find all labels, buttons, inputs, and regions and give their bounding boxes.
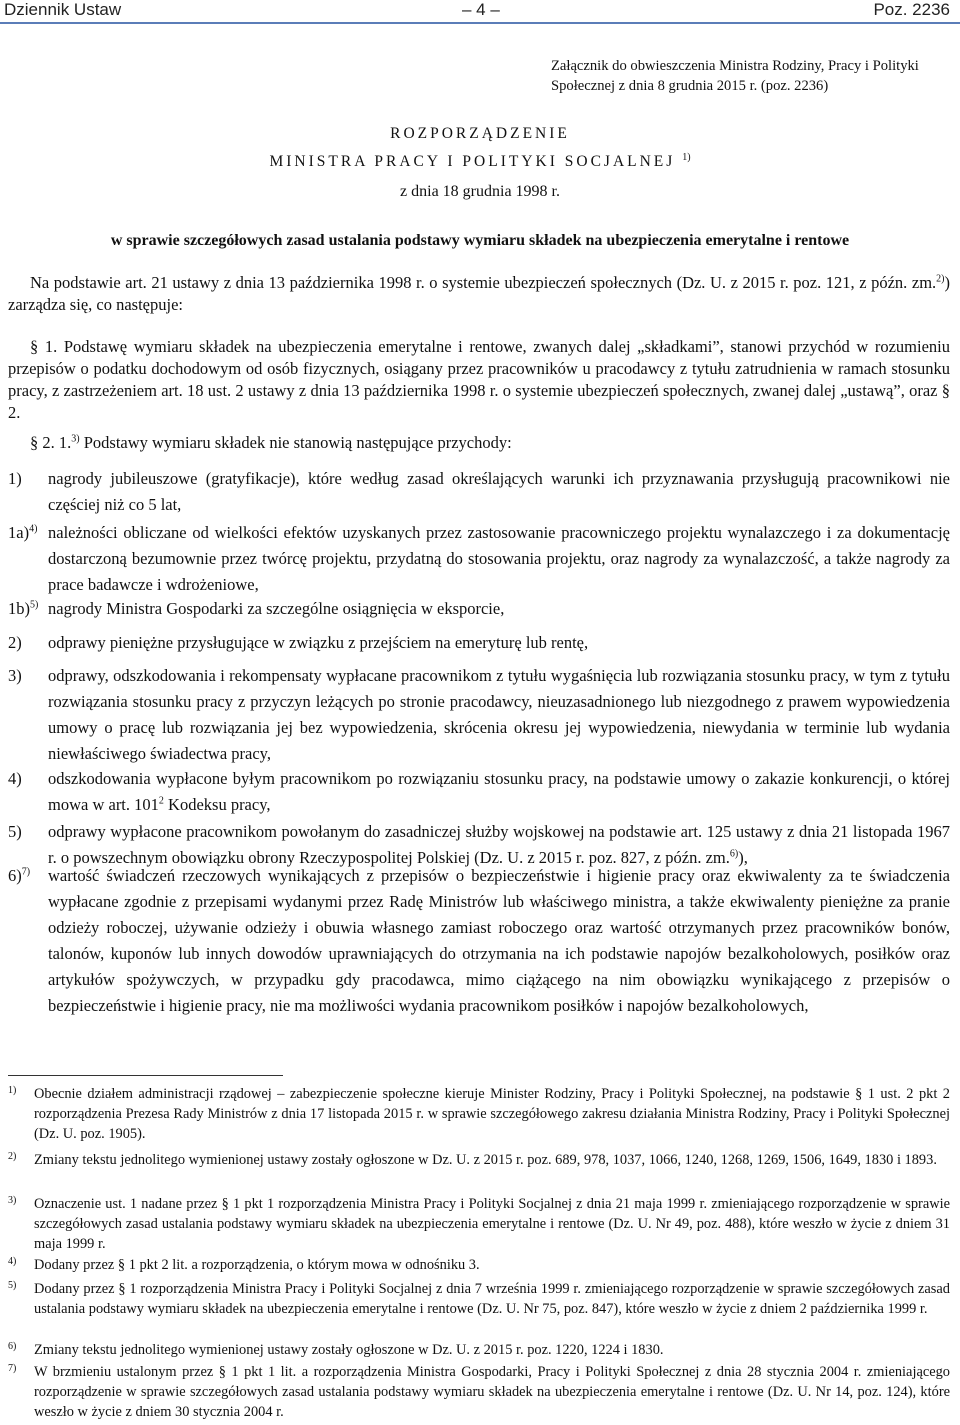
- item-text: odprawy wypłacone pracownikom powołanym do zasadniczej służby wojskowej na podstawie art. 125 ustawy z dnia 21 listopada 1967 r. o powszechnym obowiązku obrony Rzeczypospolitej Polskiej (Dz. U. z 2015 r. poz. 827, z późn. zm.$^{6)}$),: [48, 822, 950, 867]
- section-2-intro: § 2. 1.$^{3)}$ Podstawy wymiaru składek nie stanowią następujące przychody:: [30, 433, 512, 452]
- section-label: § 1.: [30, 337, 58, 356]
- footnote-number: 5): [8, 1280, 17, 1291]
- footnote-number: 6): [8, 1341, 17, 1352]
- item-number: 4): [8, 769, 22, 788]
- document-subject: w sprawie szczegółowych zasad ustalania podstawy wymiaru składek na ubezpieczenia emerytalne i rentowe: [110, 232, 850, 249]
- header-rule: [0, 22, 960, 24]
- list-item: [8, 596, 950, 622]
- footnote-text: Zmiany tekstu jednolitego wymienionej ustawy zostały ogłoszone w Dz. U. z 2015 r. poz. 689, 978, 1037, 1066, 1240, 1268, 1269, 1506, 1649, 1830 i 1893.: [34, 1152, 937, 1168]
- footnote-text: Oznaczenie ust. 1 nadane przez § 1 pkt 1 rozporządzenia Ministra Pracy i Polityki Socjalnej z dnia 21 maja 1999 r. zmieniającego rozporządzenie w sprawie szczegółowych zasad ustalania podstawy wymiaru składek na ubezpieczenia emerytalne i rentowe (Dz. U. Nr 49, poz. 488), które weszło w życie z dniem 31 maja 1999 r.: [34, 1196, 950, 1252]
- item-number: 1b)$^{5)}$: [8, 599, 39, 618]
- footnote-number: 3): [8, 1195, 17, 1206]
- footnote: [8, 1362, 950, 1422]
- item-number: 5): [8, 822, 22, 841]
- list-item: [8, 630, 950, 656]
- footnote-text: Obecnie działem administracji rządowej – zabezpieczenie społeczne kieruje Minister Rodziny, Pracy i Polityki Społecznej, na podstawie § 1 ust. 2 pkt 2 rozporządzenia Prezesa Rady Ministrów z dnia 17 listopada 2015 r. w sprawie szczegółowego zakresu działania Ministra Rodziny, Pracy i Polityki Społecznej (Dz. U. poz. 1905).: [34, 1086, 950, 1142]
- footnote-number: 2): [8, 1151, 17, 1162]
- footnote-text: Dodany przez § 1 pkt 2 lit. a rozporządzenia, o którym mowa w odnośniku 3.: [34, 1257, 480, 1273]
- footnote: [8, 1150, 950, 1170]
- list-item: [8, 466, 950, 518]
- footnote: [8, 1194, 950, 1254]
- footnote-separator: [8, 1075, 283, 1076]
- item-number: 1): [8, 469, 22, 488]
- list-item: [8, 663, 950, 767]
- item-text: odszkodowania wypłacone byłym pracownikom po rozwiązaniu stosunku pracy, na podstawie umowy o zakazie konkurencji, o której mowa w art. $101^2$ Kodeksu pracy,: [48, 769, 950, 814]
- footnote: [8, 1255, 950, 1275]
- item-text: należności obliczane od wielkości efektów uzyskanych przez zastosowanie pracowniczego projektu wynalazczego i za dokumentację dostarczoną bezumownie przez twórcę projektu, przydatną do stosowania projektu, oraz nagrody za wynalazczość, a także nagrody za prace badawcze i wdrożeniowe,: [48, 523, 950, 594]
- item-number: 6)$^{7)}$: [8, 866, 31, 885]
- issuing-authority: MINISTRA PRACY I POLITYKI SOCJALNEJ $^{1)}$: [269, 152, 691, 171]
- item-number: 1a)$^{4)}$: [8, 523, 38, 542]
- item-text: wartość świadczeń rzeczowych wynikających z przepisów o bezpieczeństwie i higienie pracy oraz ekwiwalenty za te świadczenia wypłacane zgodnie z przepisami wydanymi przez Radę Ministrów lub właściwego ministra, a także ekwiwalenty pieniężne za pranie odzieży roboczej, używanie odzieży i obuwia własnego zamiast roboczego oraz wartość otrzymanych przez pracowników bonów, talonów, kuponów lub innych dowodów uprawniających do otrzymania na ich podstawie napojów bezalkoholowych, posiłków oraz artykułów spożywczych, w przypadku gdy pracodawca, mimo ciążącego na nim obowiązku wynikającego z przepisów o bezpieczeństwie i higienie pracy, nie ma możliwości wydania pracownikom posiłków i napojów bezalkoholowych,: [48, 866, 950, 1015]
- page-header: [0, 0, 960, 24]
- footnote-number: 1): [8, 1085, 17, 1096]
- footnote: [8, 1340, 950, 1360]
- list-item: [8, 766, 950, 818]
- footnote-ref[interactable]: 1): [682, 152, 691, 163]
- list-item: [8, 520, 950, 598]
- list-item: [8, 863, 950, 1019]
- page-number: – 4 –: [462, 0, 500, 19]
- document-date: z dnia 18 grudnia 1998 r.: [400, 183, 560, 200]
- item-text: nagrody jubileuszowe (gratyfikacje), które według zasad określających warunki ich przyznawania przysługują pracownikowi nie częściej niż co 5 lat,: [48, 469, 950, 514]
- item-number: 2): [8, 633, 22, 652]
- section-label: § 2. 1.: [30, 433, 72, 452]
- position-number: Poz. 2236: [873, 0, 950, 19]
- document-type: ROZPORZĄDZENIE: [390, 125, 570, 142]
- section-1: § 1. Podstawę wymiaru składek na ubezpieczenia emerytalne i rentowe, zwanych dalej „składkami”, stanowi przychód w rozumieniu przepisów o podatku dochodowym od osób fizycznych, osiągany przez pracowników u pracodawcy z tytułu zatrudnienia w ramach stosunku pracy, z zastrzeżeniem art. 18 ust. 2 ustawy z dnia 13 października 1998 r. o systemie ubezpieczeń społecznych, zwanej dalej „ustawą”, oraz § 2.: [8, 337, 951, 422]
- footnote-number: 4): [8, 1256, 17, 1267]
- item-text: odprawy, odszkodowania i rekompensaty wypłacane pracownikom z tytułu wygaśnięcia lub rozwiązania stosunku pracy, w tym z tytułu rozwiązania stosunku pracy z przyczyn leżących po stronie pracodawcy, nieuzasadnionego lub niezgodnego z prawem wypowiedzenia umowy o pracę lub rozwiązania jej bez wypowiedzenia, skrócenia okresu jej wypowiedzenia, niewydania w terminie lub wydania niewłaściwego świadectwa pracy,: [48, 666, 950, 763]
- footnote-text: Dodany przez § 1 rozporządzenia Ministra Pracy i Polityki Socjalnej z dnia 7 września 1999 r. zmieniającego rozporządzenie w sprawie szczegółowych zasad ustalania podstawy wymiaru składek na ubezpieczenia emerytalne i rentowe (Dz. U. Nr 75, poz. 847), które weszło w życie z dniem 2 października 1999 r.: [34, 1281, 950, 1317]
- footnote-text: Zmiany tekstu jednolitego wymienionej ustawy zostały ogłoszone w Dz. U. z 2015 r. poz. 1220, 1224 i 1830.: [34, 1342, 664, 1358]
- item-text: nagrody Ministra Gospodarki za szczególne osiągnięcia w eksporcie,: [48, 599, 505, 618]
- footnote-ref[interactable]: 3): [71, 433, 80, 445]
- item-number: 3): [8, 666, 22, 685]
- footnote: [8, 1084, 950, 1144]
- annex-note: Załącznik do obwieszczenia Ministra Rodziny, Pracy i Polityki Społecznej z dnia 8 grudnia 2015 r. (poz. 2236): [551, 58, 919, 94]
- journal-name: Dziennik Ustaw: [4, 0, 122, 19]
- preamble: Na podstawie art. 21 ustawy z dnia 13 października 1998 r. o systemie ubezpieczeń społecznych (Dz. U. z 2015 r. poz. 121, z późn. zm.$^{2)}$) zarządza się, co następuje:: [8, 273, 950, 314]
- item-text: odprawy pieniężne przysługujące w związku z przejściem na emeryturę lub rentę,: [48, 633, 589, 652]
- footnote: [8, 1279, 950, 1319]
- footnote-ref[interactable]: 2): [936, 273, 945, 285]
- footnote-number: 7): [8, 1363, 17, 1374]
- footnote-text: W brzmieniu ustalonym przez § 1 pkt 1 lit. a rozporządzenia Ministra Gospodarki, Pracy i Polityki Społecznej z dnia 28 stycznia 2004 r. zmieniającego rozporządzenie w sprawie szczegółowych zasad ustalania podstawy wymiaru składek na ubezpieczenia emerytalne i rentowe (Dz. U. Nr 14, poz. 124), które weszło w życie z dniem 30 stycznia 2004 r.: [34, 1364, 950, 1420]
